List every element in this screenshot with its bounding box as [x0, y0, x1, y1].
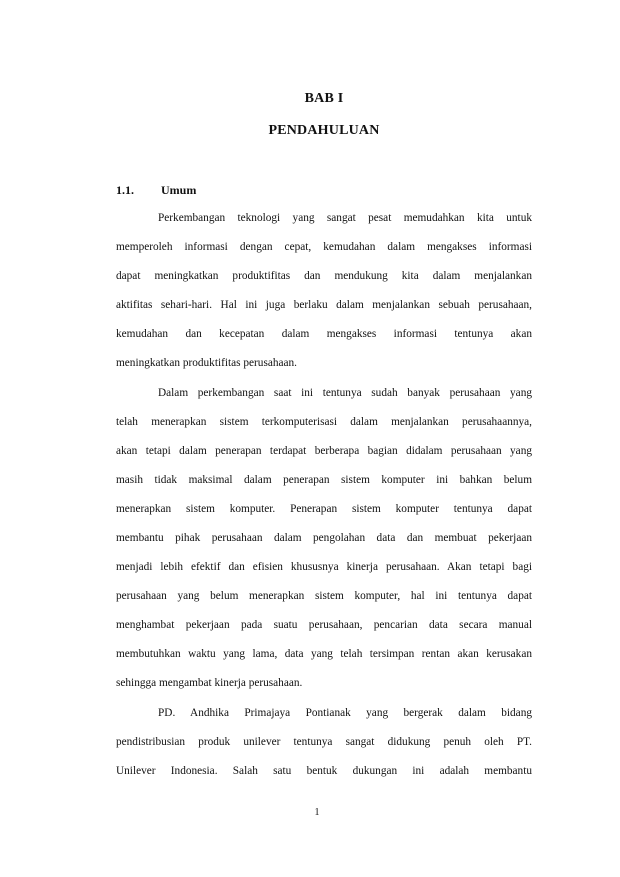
body-line: menjadi lebih efektif dan efisien khususnya kinerja perusahaan. Akan tetapi bagi	[116, 561, 532, 573]
chapter-title: PENDAHULUAN	[268, 123, 380, 138]
body-line: PD. Andhika Primajaya Pontianak yang bergerak dalam bidang	[158, 707, 532, 719]
body-line: masih tidak maksimal dalam penerapan sistem komputer ini bahkan belum	[116, 474, 532, 486]
body-line: membutuhkan waktu yang lama, data yang telah tersimpan rentan akan kerusakan	[116, 648, 532, 660]
body-line: sehingga mengambat kinerja perusahaan.	[116, 677, 303, 689]
body-line: meningkatkan produktifitas perusahaan.	[116, 357, 298, 369]
body-line: menerapkan sistem komputer. Penerapan sistem komputer tentunya dapat	[116, 503, 532, 515]
body-line: Perkembangan teknologi yang sangat pesat memudahkan kita untuk	[158, 212, 532, 224]
body-line: pendistribusian produk unilever tentunya sangat didukung penuh oleh PT.	[116, 736, 532, 748]
body-line: dapat meningkatkan produktifitas dan mendukung kita dalam menjalankan	[116, 270, 532, 282]
body-line: Dalam perkembangan saat ini tentunya sudah banyak perusahaan yang	[158, 387, 532, 399]
page-number: 1	[314, 807, 320, 818]
body-line: membantu pihak perusahaan dalam pengolahan data dan membuat pekerjaan	[116, 532, 532, 544]
body-line: menghambat pekerjaan pada suatu perusahaan, pencarian data secara manual	[116, 619, 532, 631]
chapter-heading: BAB I	[304, 91, 344, 106]
body-line: perusahaan yang belum menerapkan sistem komputer, hal ini tentunya dapat	[116, 590, 532, 602]
body-line: Unilever Indonesia. Salah satu bentuk dukungan ini adalah membantu	[116, 765, 532, 777]
section-number: 1.1.	[116, 183, 134, 197]
section-heading	[116, 183, 196, 198]
body-line: akan tetapi dalam penerapan terdapat berberapa bagian didalam perusahaan yang	[116, 445, 532, 457]
body-line: memperoleh informasi dengan cepat, kemudahan dalam mengakses informasi	[116, 241, 532, 253]
body-line: aktifitas sehari-hari. Hal ini juga berlaku dalam menjalankan sebuah perusahaan,	[116, 299, 532, 311]
section-title: Umum	[161, 183, 197, 197]
body-line: telah menerapkan sistem terkomputerisasi dalam menjalankan perusahaannya,	[116, 416, 532, 428]
body-line: kemudahan dan kecepatan dalam mengakses informasi tentunya akan	[116, 328, 532, 340]
